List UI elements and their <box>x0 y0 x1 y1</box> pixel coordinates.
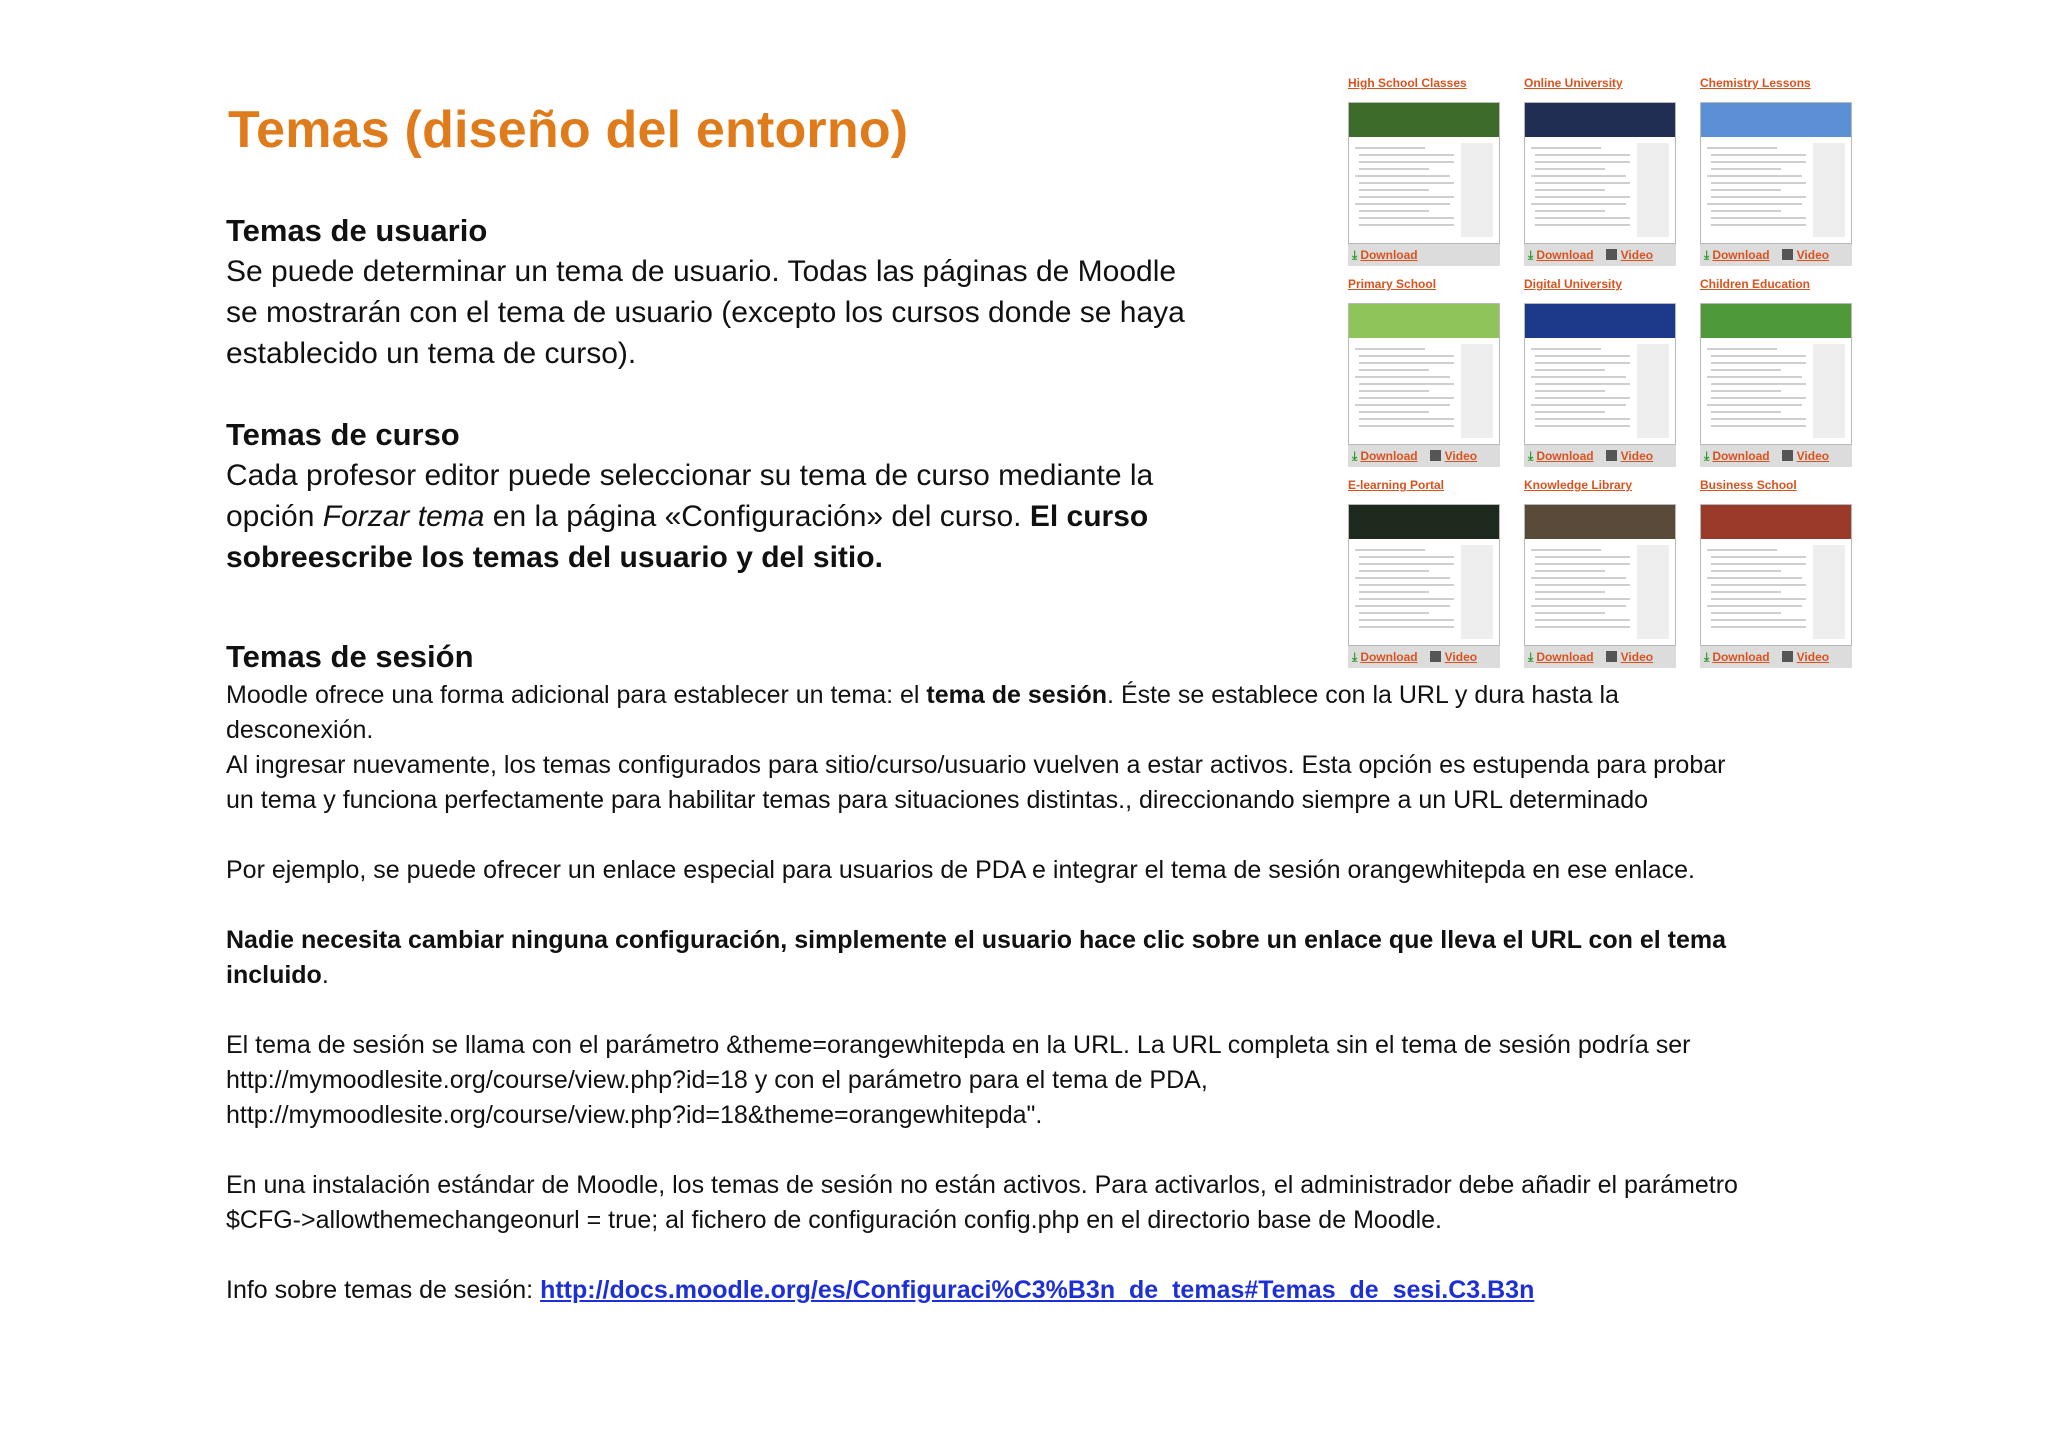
thumbnail-text-line <box>1359 598 1454 600</box>
text-run: Al ingresar nuevamente, los temas configurados para sitio/curso/usuario vuelven a estar activos. Esta opción es estupenda para probar <box>226 751 1726 779</box>
theme-tile <box>1520 76 1678 266</box>
download-icon: ⤓ <box>1528 650 1534 664</box>
download-bar <box>1700 244 1852 266</box>
theme-tile <box>1344 76 1502 266</box>
thumbnail-text-line <box>1535 563 1630 565</box>
thumbnail-sidebar <box>1813 143 1845 237</box>
download-row <box>1700 248 1829 263</box>
thumbnail-text-line <box>1355 203 1450 205</box>
thumbnail-text-line <box>1359 418 1454 420</box>
download-link[interactable]: Download <box>1536 650 1594 664</box>
thumbnail-text-line <box>1535 626 1630 628</box>
session-paragraph-1 <box>226 678 1846 818</box>
thumbnail-header <box>1701 304 1851 338</box>
download-icon: ⤓ <box>1704 248 1710 262</box>
theme-tile <box>1520 277 1678 467</box>
download-row <box>1700 650 1829 665</box>
thumbnail-header <box>1701 103 1851 137</box>
thumbnail-text-line <box>1355 605 1450 607</box>
thumbnail-text-line <box>1535 362 1630 364</box>
download-row <box>1524 449 1653 464</box>
thumbnail-text-line <box>1711 425 1806 427</box>
thumbnail-text-line <box>1359 217 1454 219</box>
download-link[interactable]: Download <box>1536 449 1594 463</box>
theme-thumbnail[interactable] <box>1524 504 1676 646</box>
section-session-themes <box>226 636 1226 677</box>
bold-text: incluido <box>226 961 322 989</box>
thumbnail-text-line <box>1359 619 1454 621</box>
download-bar <box>1524 646 1676 668</box>
thumbnail-text-line <box>1355 404 1450 406</box>
download-icon: ⤓ <box>1704 650 1710 664</box>
thumbnail-text-line <box>1711 383 1806 385</box>
thumbnail-text-line <box>1535 570 1605 572</box>
thumbnail-text-line <box>1711 182 1806 184</box>
thumbnail-text-line <box>1711 390 1781 392</box>
download-icon: ⤓ <box>1352 248 1358 262</box>
theme-thumbnail[interactable] <box>1348 102 1500 244</box>
video-link[interactable]: Video <box>1444 449 1478 463</box>
thumbnail-text-line <box>1535 425 1630 427</box>
video-icon <box>1782 450 1793 461</box>
thumbnail-text-line <box>1711 154 1806 156</box>
paragraph-line: Se puede determinar un tema de usuario. Todas las páginas de Moodle <box>226 255 1177 288</box>
video-link[interactable]: Video <box>1796 248 1830 262</box>
thumbnail-text-line <box>1359 563 1454 565</box>
download-icon: ⤓ <box>1352 650 1358 664</box>
thumbnail-text-line <box>1531 147 1601 149</box>
download-row <box>1524 650 1653 665</box>
download-icon: ⤓ <box>1528 248 1534 262</box>
thumbnail-text-line <box>1359 154 1454 156</box>
thumbnail-text-line <box>1711 217 1806 219</box>
theme-name-link[interactable]: Digital University <box>1524 277 1623 291</box>
thumbnail-text-line <box>1359 383 1454 385</box>
thumbnail-text-line <box>1711 397 1806 399</box>
download-icon: ⤓ <box>1704 449 1710 463</box>
thumbnail-text-line <box>1359 355 1454 357</box>
video-link[interactable]: Video <box>1620 248 1654 262</box>
thumbnail-text-line <box>1535 390 1605 392</box>
text-run: http://mymoodlesite.org/course/view.php?id=18&theme=orangewhitepda". <box>226 1101 1043 1129</box>
paragraph-line: establecido un tema de curso). <box>226 337 637 370</box>
text-run: http://mymoodlesite.org/course/view.php?id=18 y con el parámetro para el tema de PDA, <box>226 1066 1208 1094</box>
video-icon <box>1782 651 1793 662</box>
text-run: El tema de sesión se llama con el parámetro &theme=orangewhitepda en la URL. La URL completa sin el tema de sesión podría ser <box>226 1031 1691 1059</box>
download-bar <box>1700 646 1852 668</box>
thumbnail-text-line <box>1359 570 1429 572</box>
thumbnail-sidebar <box>1637 344 1669 438</box>
thumbnail-text-line <box>1711 563 1806 565</box>
thumbnail-text-line <box>1531 605 1626 607</box>
download-bar <box>1348 445 1500 467</box>
download-icon: ⤓ <box>1352 449 1358 463</box>
thumbnail-text-line <box>1535 369 1605 371</box>
thumbnail-text-line <box>1355 348 1425 350</box>
thumbnail-text-line <box>1707 549 1777 551</box>
theme-thumbnail[interactable] <box>1348 504 1500 646</box>
download-bar <box>1348 646 1500 668</box>
theme-name-link[interactable]: Online University <box>1524 76 1623 90</box>
thumbnail-text-line <box>1535 383 1630 385</box>
session-paragraph-6 <box>226 1168 1846 1238</box>
thumbnail-text-line <box>1535 591 1605 593</box>
theme-gallery <box>1344 76 1864 664</box>
thumbnail-text-line <box>1535 556 1630 558</box>
thumbnail-text-line <box>1359 182 1454 184</box>
thumbnail-text-line <box>1535 619 1630 621</box>
theme-name-link[interactable]: Chemistry Lessons <box>1700 76 1811 90</box>
download-bar <box>1524 244 1676 266</box>
theme-name-link[interactable]: High School Classes <box>1348 76 1467 90</box>
download-bar <box>1700 445 1852 467</box>
thumbnail-text-line <box>1359 612 1429 614</box>
thumbnail-text-line <box>1535 355 1630 357</box>
download-link[interactable]: Download <box>1712 248 1770 262</box>
thumbnail-text-line <box>1711 224 1806 226</box>
thumbnail-text-line <box>1359 369 1429 371</box>
theme-tile <box>1344 277 1502 467</box>
thumbnail-sidebar <box>1461 545 1493 639</box>
thumbnail-text-line <box>1711 161 1806 163</box>
thumbnail-text-line <box>1531 549 1601 551</box>
text-run: . Éste se establece con la URL y dura hasta la <box>1107 681 1619 709</box>
thumbnail-header <box>1349 103 1499 137</box>
thumbnail-text-line <box>1535 168 1605 170</box>
video-link[interactable]: Video <box>1620 650 1654 664</box>
thumbnail-text-line <box>1711 598 1806 600</box>
download-link[interactable]: Download <box>1360 248 1418 262</box>
thumbnail-sidebar <box>1461 143 1493 237</box>
thumbnail-text-line <box>1711 591 1781 593</box>
thumbnail-text-line <box>1711 210 1781 212</box>
thumbnail-text-line <box>1711 168 1781 170</box>
thumbnail-text-line <box>1711 584 1806 586</box>
session-paragraph-3: Por ejemplo, se puede ofrecer un enlace especial para usuarios de PDA e integrar el tema de sesión orangewhitepda en ese enlace. <box>226 856 1695 884</box>
thumbnail-text-line <box>1707 376 1802 378</box>
thumbnail-text-line <box>1711 418 1806 420</box>
thumbnail-sidebar <box>1637 545 1669 639</box>
thumbnail-header <box>1525 304 1675 338</box>
thumbnail-text-line <box>1531 203 1626 205</box>
thumbnail-text-line <box>1535 161 1630 163</box>
thumbnail-text-line <box>1359 210 1429 212</box>
thumbnail-text-line <box>1531 376 1626 378</box>
thumbnail-text-line <box>1711 619 1806 621</box>
emphasis-text: Forzar tema <box>322 500 485 533</box>
thumbnail-text-line <box>1355 577 1450 579</box>
thumbnail-sidebar <box>1813 545 1845 639</box>
docs-link[interactable]: http://docs.moodle.org/es/Configuraci%C3%B3n_de_temas#Temas_de_sesi.C3.B3n <box>540 1276 1535 1304</box>
download-row <box>1348 650 1477 665</box>
thumbnail-text-line <box>1535 189 1605 191</box>
thumbnail-text-line <box>1359 161 1454 163</box>
thumbnail-text-line <box>1535 182 1630 184</box>
paragraph-line: se mostrarán con el tema de usuario (excepto los cursos donde se haya <box>226 296 1185 329</box>
thumbnail-text-line <box>1711 570 1781 572</box>
thumbnail-text-line <box>1531 577 1626 579</box>
thumbnail-sidebar <box>1637 143 1669 237</box>
theme-tile <box>1696 277 1854 467</box>
thumbnail-text-line <box>1707 404 1802 406</box>
thumbnail-text-line <box>1707 348 1777 350</box>
text-run: En una instalación estándar de Moodle, los temas de sesión no están activos. Para activarlos, el administrador debe añadir el parámetro <box>226 1171 1738 1199</box>
text-run: Moodle ofrece una forma adicional para establecer un tema: el <box>226 681 927 709</box>
thumbnail-text-line <box>1355 147 1425 149</box>
info-label: Info sobre temas de sesión: <box>226 1276 541 1304</box>
thumbnail-text-line <box>1535 196 1630 198</box>
section-heading: Temas de sesión <box>226 639 474 674</box>
theme-thumbnail[interactable] <box>1700 303 1852 445</box>
thumbnail-text-line <box>1535 598 1630 600</box>
video-link[interactable]: Video <box>1796 650 1830 664</box>
thumbnail-text-line <box>1711 411 1781 413</box>
thumbnail-text-line <box>1707 203 1802 205</box>
thumbnail-text-line <box>1535 397 1630 399</box>
thumbnail-text-line <box>1355 175 1450 177</box>
thumbnail-text-line <box>1711 626 1806 628</box>
thumbnail-text-line <box>1707 605 1802 607</box>
thumbnail-text-line <box>1531 175 1626 177</box>
download-link[interactable]: Download <box>1712 449 1770 463</box>
thumbnail-header <box>1349 505 1499 539</box>
thumbnail-text-line <box>1535 411 1605 413</box>
section-course-themes <box>226 414 1226 578</box>
bold-text: tema de sesión <box>926 681 1108 709</box>
text-run: un tema y funciona perfectamente para habilitar temas para situaciones distintas., direccionando siempre a un URL determinado <box>226 786 1649 814</box>
paragraph-line <box>226 496 1226 537</box>
session-paragraph-4 <box>226 923 1846 993</box>
download-link[interactable]: Download <box>1536 248 1594 262</box>
theme-thumbnail[interactable] <box>1524 303 1676 445</box>
thumbnail-text-line <box>1535 418 1630 420</box>
thumbnail-text-line <box>1711 362 1806 364</box>
video-icon <box>1606 651 1617 662</box>
thumbnail-text-line <box>1359 591 1429 593</box>
thumbnail-text-line <box>1359 390 1429 392</box>
thumbnail-text-line <box>1359 626 1454 628</box>
thumbnail-text-line <box>1359 397 1454 399</box>
section-heading: Temas de curso <box>226 417 460 452</box>
download-link[interactable]: Download <box>1712 650 1770 664</box>
thumbnail-text-line <box>1711 196 1806 198</box>
thumbnail-text-line <box>1535 612 1605 614</box>
thumbnail-header <box>1525 103 1675 137</box>
theme-tile <box>1696 76 1854 266</box>
thumbnail-text-line <box>1359 189 1429 191</box>
thumbnail-text-line <box>1535 584 1630 586</box>
thumbnail-text-line <box>1535 154 1630 156</box>
thumbnail-text-line <box>1359 425 1454 427</box>
thumbnail-text-line <box>1707 577 1802 579</box>
theme-thumbnail[interactable] <box>1700 102 1852 244</box>
theme-tile <box>1696 478 1854 668</box>
text-run: desconexión. <box>226 716 374 744</box>
thumbnail-text-line <box>1359 168 1429 170</box>
bold-text: El curso <box>1029 500 1149 533</box>
video-icon <box>1430 450 1441 461</box>
thumbnail-header <box>1701 505 1851 539</box>
thumbnail-text-line <box>1535 210 1605 212</box>
section-user-themes <box>226 210 1226 374</box>
video-icon <box>1430 651 1441 662</box>
download-row <box>1348 449 1477 464</box>
theme-thumbnail[interactable] <box>1348 303 1500 445</box>
thumbnail-text-line <box>1359 584 1454 586</box>
thumbnail-text-line <box>1355 376 1450 378</box>
bold-text: sobreescribe los temas del usuario y del sitio. <box>226 541 883 574</box>
paragraph-line <box>226 537 1226 578</box>
text-run: opción <box>226 500 323 533</box>
thumbnail-text-line <box>1359 224 1454 226</box>
download-bar <box>1524 445 1676 467</box>
thumbnail-header <box>1525 505 1675 539</box>
text-run: . <box>321 961 329 989</box>
theme-tile <box>1344 478 1502 668</box>
bold-text: Nadie necesita cambiar ninguna configuración, simplemente el usuario hace clic sobre un enlace que lleva el URL con el tema <box>226 926 1727 954</box>
video-link[interactable]: Video <box>1796 449 1830 463</box>
video-icon <box>1782 249 1793 260</box>
thumbnail-text-line <box>1359 362 1454 364</box>
section-heading: Temas de usuario <box>226 213 488 248</box>
video-link[interactable]: Video <box>1444 650 1478 664</box>
video-link[interactable]: Video <box>1620 449 1654 463</box>
theme-thumbnail[interactable] <box>1700 504 1852 646</box>
text-run: en la página «Configuración» del curso. <box>484 500 1030 533</box>
theme-name-link[interactable]: Knowledge Library <box>1524 478 1633 492</box>
thumbnail-text-line <box>1359 411 1429 413</box>
download-row <box>1348 248 1418 263</box>
thumbnail-text-line <box>1535 217 1630 219</box>
page-title: Temas (diseño del entorno) <box>228 101 909 159</box>
theme-name-link[interactable]: Business School <box>1700 478 1797 492</box>
thumbnail-sidebar <box>1813 344 1845 438</box>
thumbnail-text-line <box>1359 556 1454 558</box>
download-link[interactable]: Download <box>1360 650 1418 664</box>
thumbnail-text-line <box>1535 224 1630 226</box>
thumbnail-text-line <box>1711 355 1806 357</box>
thumbnail-header <box>1349 304 1499 338</box>
download-icon: ⤓ <box>1528 449 1534 463</box>
text-run: $CFG->allowthemechangeonurl = true; al fichero de configuración config.php en el directorio base de Moodle. <box>226 1206 1443 1234</box>
thumbnail-text-line <box>1711 556 1806 558</box>
thumbnail-text-line <box>1359 196 1454 198</box>
download-bar <box>1348 244 1500 266</box>
session-info-line <box>226 1273 1846 1308</box>
thumbnail-sidebar <box>1461 344 1493 438</box>
theme-name-link[interactable]: Primary School <box>1348 277 1437 291</box>
paragraph-line: Cada profesor editor puede seleccionar su tema de curso mediante la <box>226 459 1154 492</box>
download-row <box>1700 449 1829 464</box>
thumbnail-text-line <box>1711 189 1781 191</box>
theme-name-link[interactable]: Children Education <box>1700 277 1811 291</box>
theme-tile <box>1520 478 1678 668</box>
theme-name-link[interactable]: E-learning Portal <box>1348 478 1445 492</box>
thumbnail-text-line <box>1707 175 1802 177</box>
session-paragraph-5 <box>226 1028 1846 1133</box>
thumbnail-text-line <box>1711 612 1781 614</box>
thumbnail-text-line <box>1711 369 1781 371</box>
download-link[interactable]: Download <box>1360 449 1418 463</box>
video-icon <box>1606 450 1617 461</box>
thumbnail-text-line <box>1707 147 1777 149</box>
download-row <box>1524 248 1653 263</box>
video-icon <box>1606 249 1617 260</box>
thumbnail-text-line <box>1531 348 1601 350</box>
theme-thumbnail[interactable] <box>1524 102 1676 244</box>
thumbnail-text-line <box>1531 404 1626 406</box>
thumbnail-text-line <box>1355 549 1425 551</box>
